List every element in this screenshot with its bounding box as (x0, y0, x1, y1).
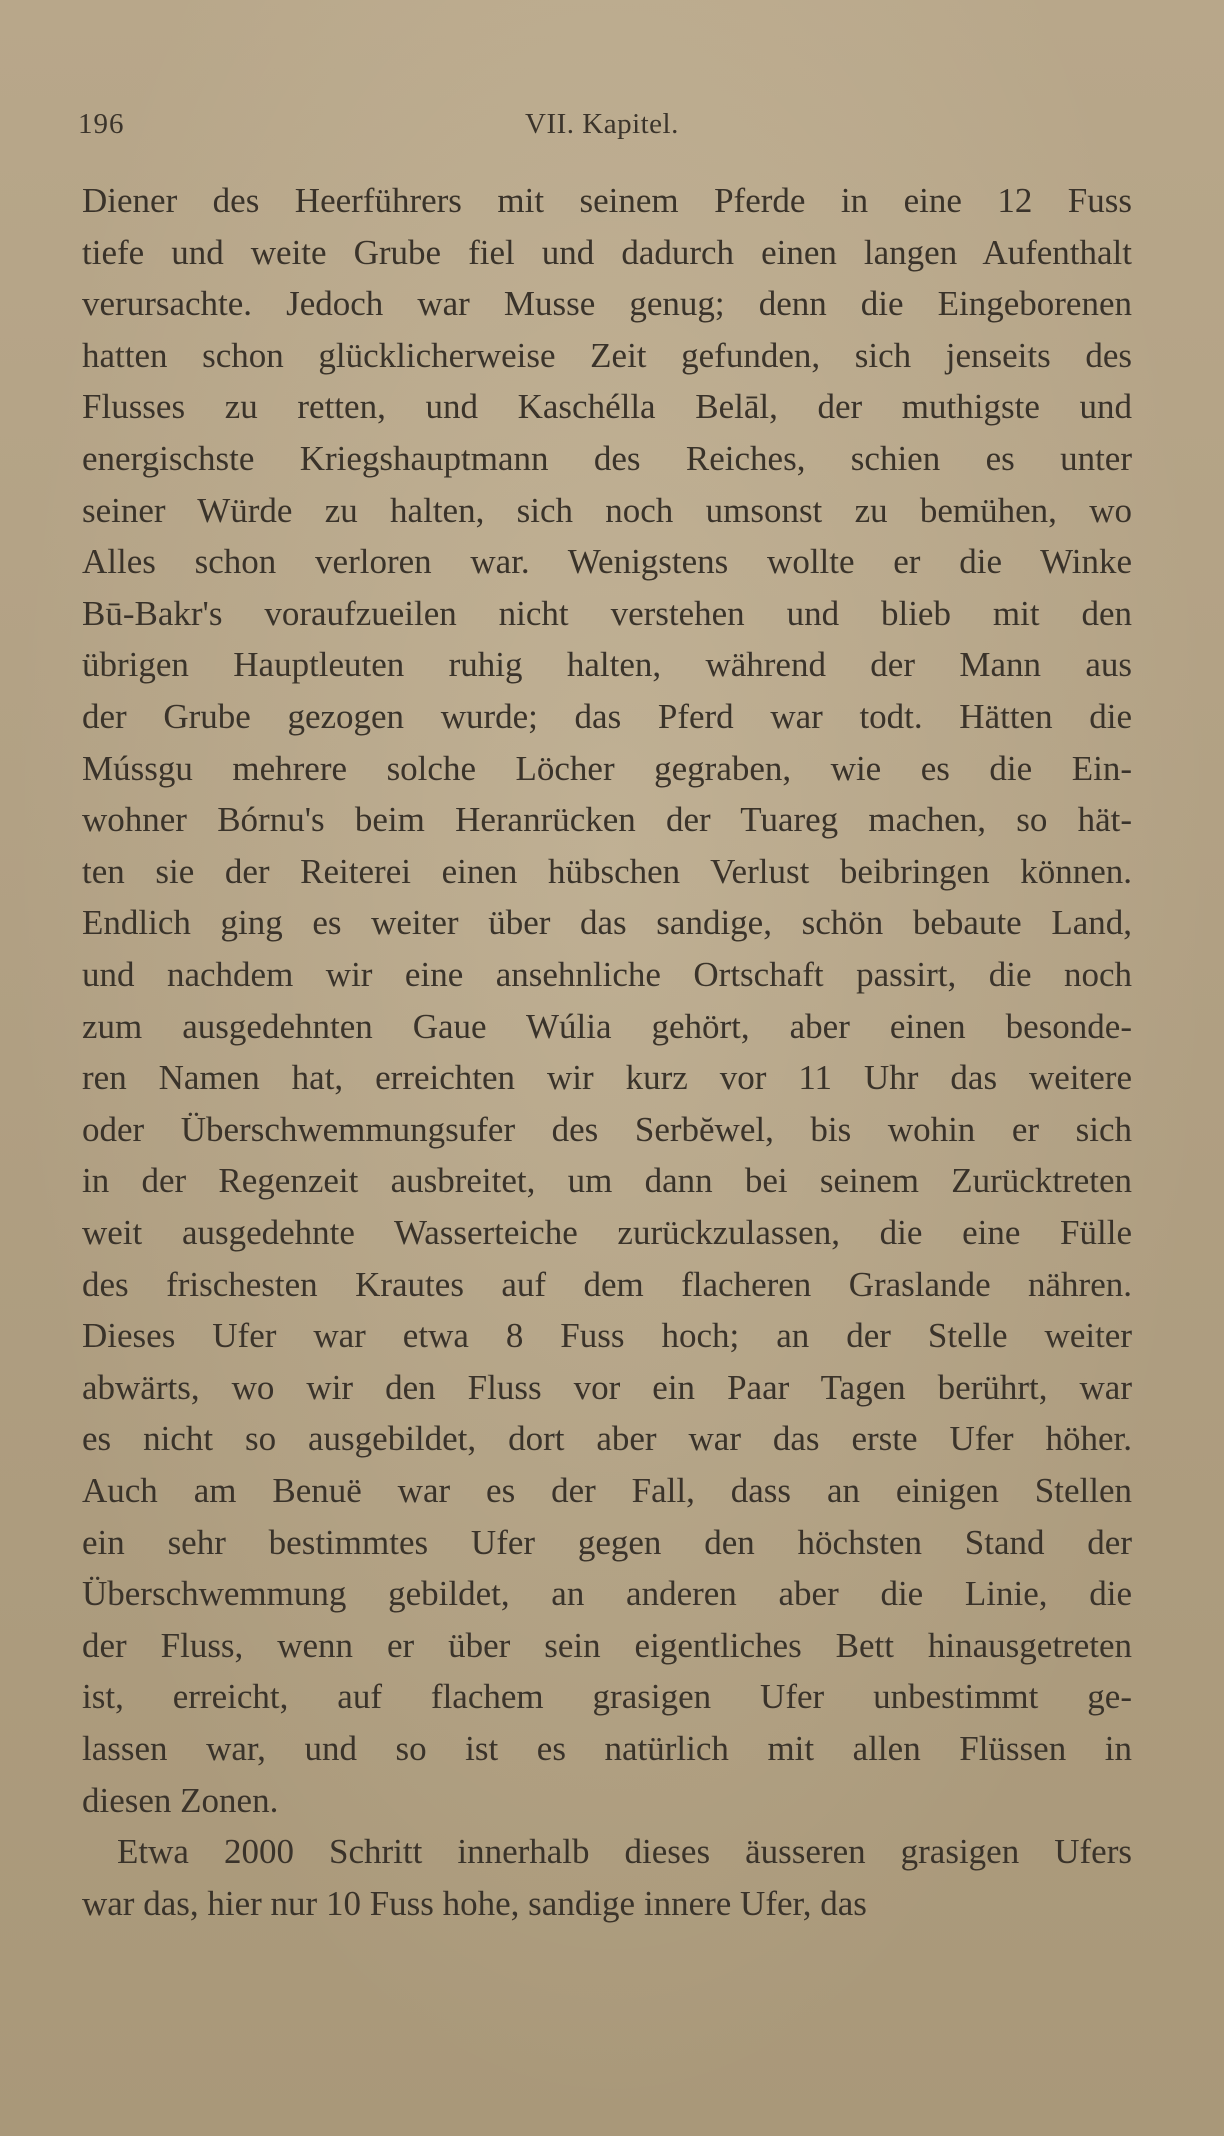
text-line: Etwa 2000 Schritt innerhalb dieses äusseren grasigen Ufers (117, 1832, 1132, 1872)
text-line: es nicht so ausgebildet, dort aber war das erste Ufer höher. (82, 1419, 1132, 1459)
text-line: übrigen Hauptleuten ruhig halten, während der Mann aus (82, 645, 1132, 685)
text-line: ren Namen hat, erreichten wir kurz vor 11 Uhr das weitere (82, 1058, 1132, 1098)
text-line: hatten schon glücklicherweise Zeit gefunden, sich jenseits des (82, 335, 1132, 375)
text-line: weit ausgedehnte Wasserteiche zurückzulassen, die eine Fülle (82, 1213, 1132, 1252)
text-line: tiefe und weite Grube fiel und dadurch einen langen Aufenthalt (82, 232, 1132, 272)
text-line: oder Überschwemmungsufer des Serbĕwel, bis wohin er sich (82, 1109, 1132, 1149)
text-line: Auch am Benuë war es der Fall, dass an einigen Stellen (82, 1471, 1132, 1510)
chapter-title: VII. Kapitel. (525, 108, 679, 140)
text-line: Mússgu mehrere solche Löcher gegraben, wie es die Ein- (82, 748, 1132, 788)
text-line: lassen war, und so ist es natürlich mit allen Flüssen in (82, 1729, 1132, 1768)
page-number: 196 (78, 108, 125, 140)
text-line: seiner Würde zu halten, sich noch umsonst zu bemühen, wo (82, 490, 1132, 530)
text-line: und nachdem wir eine ansehnliche Ortschaft passirt, die noch (82, 955, 1132, 994)
text-line: Überschwemmung gebildet, an anderen aber die Linie, die (82, 1574, 1132, 1614)
text-line: Flusses zu retten, und Kaschélla Belāl, der muthigste und (82, 387, 1132, 427)
text-line: ten sie der Reiterei einen hübschen Verlust beibringen können. (82, 851, 1132, 891)
text-line: abwärts, wo wir den Fluss vor ein Paar Tagen berührt, war (82, 1367, 1132, 1407)
text-line: diesen Zonen. (82, 1780, 279, 1820)
text-line: Diener des Heerführers mit seinem Pferde in eine 12 Fuss (82, 181, 1132, 220)
text-line: ist, erreicht, auf flachem grasigen Ufer unbestimmt ge- (82, 1677, 1132, 1717)
text-line: der Grube gezogen wurde; das Pferd war todt. Hätten die (82, 697, 1132, 736)
text-line: der Fluss, wenn er über sein eigentliches Bett hinausgetreten (82, 1625, 1132, 1665)
text-line: wohner Bórnu's beim Heranrücken der Tuareg machen, so hät- (82, 800, 1132, 840)
text-line: Alles schon verloren war. Wenigstens wollte er die Winke (82, 542, 1132, 582)
running-head (78, 108, 1118, 148)
text-line: zum ausgedehnten Gaue Wúlia gehört, aber einen besonde- (82, 1006, 1132, 1046)
text-line: des frischesten Krautes auf dem flacheren Graslande nähren. (82, 1264, 1132, 1304)
text-line: Bū-Bakr's voraufzueilen nicht verstehen und blieb mit den (82, 593, 1132, 633)
text-line: war das, hier nur 10 Fuss hohe, sandige innere Ufer, das (82, 1883, 867, 1923)
text-line: Endlich ging es weiter über das sandige, schön bebaute Land, (82, 903, 1132, 943)
text-line: ein sehr bestimmtes Ufer gegen den höchsten Stand der (82, 1522, 1132, 1562)
text-line: in der Regenzeit ausbreitet, um dann bei seinem Zurücktreten (82, 1161, 1132, 1201)
text-line: verursachte. Jedoch war Musse genug; denn die Eingeborenen (82, 284, 1132, 324)
text-line: energischste Kriegshauptmann des Reiches, schien es unter (82, 439, 1132, 478)
text-line: Dieses Ufer war etwa 8 Fuss hoch; an der Stelle weiter (82, 1316, 1132, 1356)
